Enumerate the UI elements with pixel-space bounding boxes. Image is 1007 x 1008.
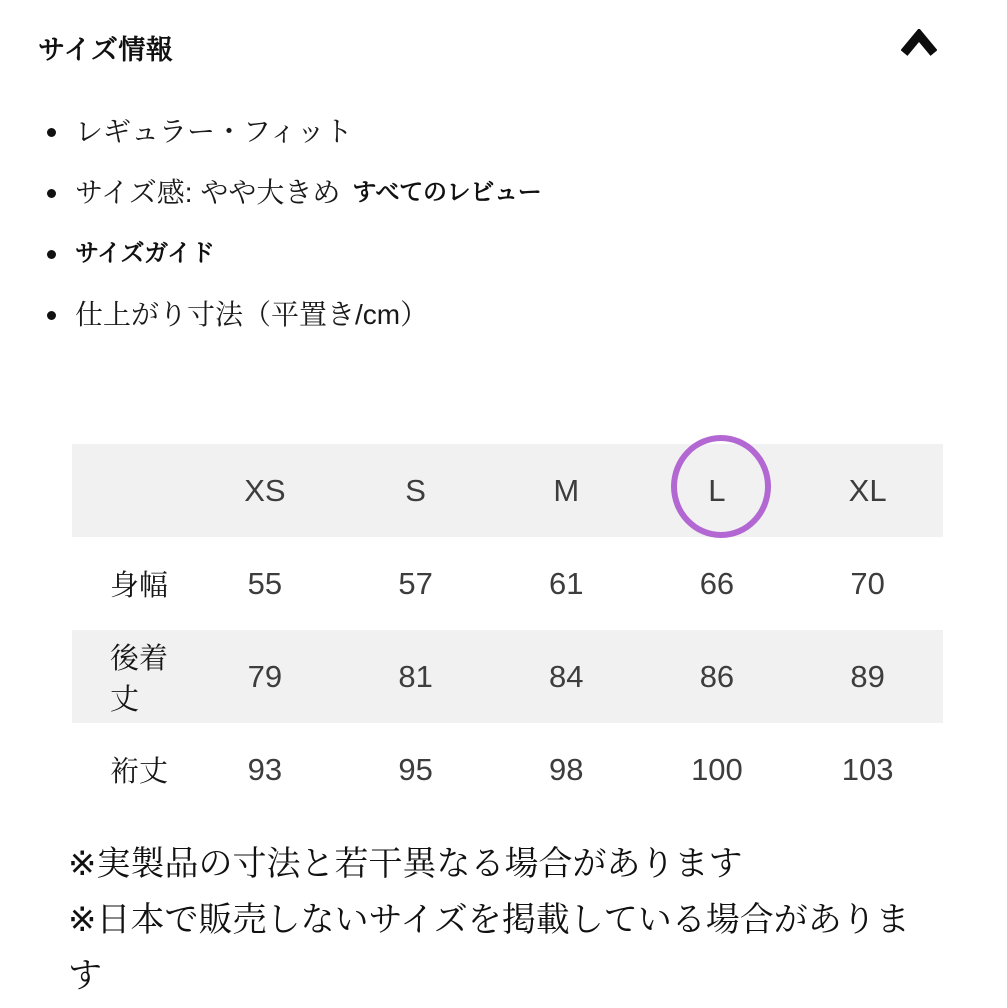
list-item-fit	[47, 112, 947, 152]
size-guide-link[interactable]: サイズガイド	[75, 240, 215, 267]
table-row-sleeve-length	[72, 723, 943, 816]
size-info-list	[47, 112, 947, 356]
list-item-size-guide	[47, 234, 947, 274]
list-item-size-feel	[47, 173, 947, 213]
size-table	[72, 444, 943, 816]
corner-cell	[72, 444, 190, 537]
bullet-icon	[47, 250, 56, 259]
size-cell: 89	[850, 658, 885, 694]
table-header-row	[72, 444, 943, 537]
size-feel-text: サイズ感: やや大きめ	[75, 177, 341, 208]
section-header	[38, 28, 947, 68]
footnote-dimensions-vary: ※実製品の寸法と若干異なる場合があります	[68, 845, 743, 883]
table-row-back-length	[72, 630, 943, 723]
bullet-icon	[47, 128, 56, 137]
collapse-button[interactable]	[895, 20, 943, 64]
column-header-s: S	[405, 472, 426, 508]
size-cell: 61	[549, 565, 584, 601]
column-header-xs: XS	[244, 472, 286, 508]
chevron-up-icon	[901, 29, 937, 56]
bullet-icon	[47, 311, 56, 320]
size-cell: 55	[247, 565, 283, 601]
list-item-dimensions	[47, 295, 947, 335]
size-cell: 95	[398, 751, 433, 787]
size-cell: 100	[691, 751, 743, 787]
fit-text: レギュラー・フィット	[75, 116, 353, 147]
all-reviews-link[interactable]: すべてのレビュー	[352, 179, 542, 206]
column-header-xl: XL	[848, 472, 887, 508]
dimensions-text: 仕上がり寸法（平置き/cm）	[75, 299, 429, 330]
column-header-l-label: L	[708, 472, 726, 508]
size-cell: 84	[549, 658, 584, 694]
row-label: 身幅	[110, 570, 169, 602]
section-title: サイズ情報	[38, 35, 174, 65]
size-cell: 57	[398, 565, 433, 601]
size-cell: 98	[549, 751, 584, 787]
size-cell: 79	[247, 658, 283, 694]
size-cell: 81	[398, 658, 433, 694]
size-cell: 103	[841, 751, 894, 787]
row-label: 後着丈	[110, 642, 169, 716]
row-label: 裄丈	[110, 756, 169, 788]
bullet-icon	[47, 189, 56, 198]
size-cell: 66	[699, 565, 735, 601]
size-cell: 70	[850, 565, 885, 601]
table-row-body-width	[72, 537, 943, 630]
column-header-m: M	[553, 472, 580, 508]
size-cell: 93	[247, 751, 283, 787]
footnotes	[68, 836, 918, 1004]
column-header-l	[642, 444, 793, 537]
size-cell: 86	[699, 658, 735, 694]
footnote-sizes-not-sold: ※日本で販売しないサイズを掲載している場合があります	[68, 901, 910, 995]
